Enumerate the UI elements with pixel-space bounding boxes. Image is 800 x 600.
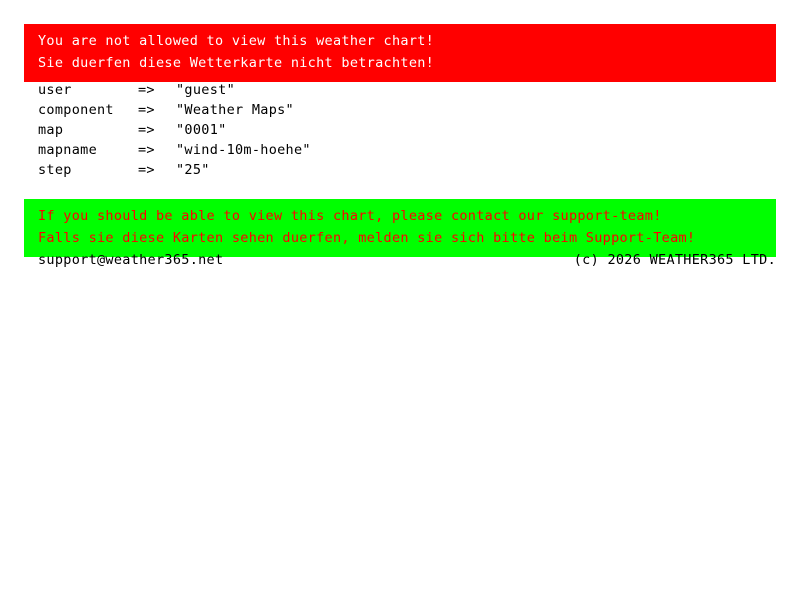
detail-arrow: => xyxy=(138,122,155,138)
support-email-text[interactable]: support@weather365.net xyxy=(38,252,224,268)
request-details-table xyxy=(38,80,311,180)
detail-value-mapname: "wind-10m-hoehe" xyxy=(176,142,311,158)
detail-key-map: map xyxy=(38,122,64,138)
support-email-link[interactable] xyxy=(38,250,223,270)
support-banner-line-en: If you should be able to view this chart, please contact our support-team! xyxy=(38,208,662,224)
error-banner-line-en: You are not allowed to view this weather chart! xyxy=(38,33,435,49)
detail-value-step: "25" xyxy=(176,162,210,178)
detail-key-mapname: mapname xyxy=(38,142,97,158)
table-row xyxy=(38,160,311,180)
footer xyxy=(38,250,776,270)
detail-arrow: => xyxy=(138,102,155,118)
detail-value-user: "guest" xyxy=(176,82,235,98)
table-row xyxy=(38,80,311,100)
table-row xyxy=(38,100,311,120)
table-row xyxy=(38,140,311,160)
error-banner xyxy=(24,24,776,82)
support-banner xyxy=(24,199,776,257)
detail-value-map: "0001" xyxy=(176,122,227,138)
detail-arrow: => xyxy=(138,162,155,178)
copyright-text: (c) 2026 WEATHER365 LTD. xyxy=(573,252,776,268)
detail-key-component: component xyxy=(38,102,114,118)
detail-value-component: "Weather Maps" xyxy=(176,102,294,118)
detail-key-step: step xyxy=(38,162,72,178)
error-banner-line-de: Sie duerfen diese Wetterkarte nicht betrachten! xyxy=(38,55,435,71)
detail-key-user: user xyxy=(38,82,72,98)
detail-arrow: => xyxy=(138,82,155,98)
table-row xyxy=(38,120,311,140)
support-banner-line-de: Falls sie diese Karten sehen duerfen, melden sie sich bitte beim Support-Team! xyxy=(38,230,696,246)
detail-arrow: => xyxy=(138,142,155,158)
